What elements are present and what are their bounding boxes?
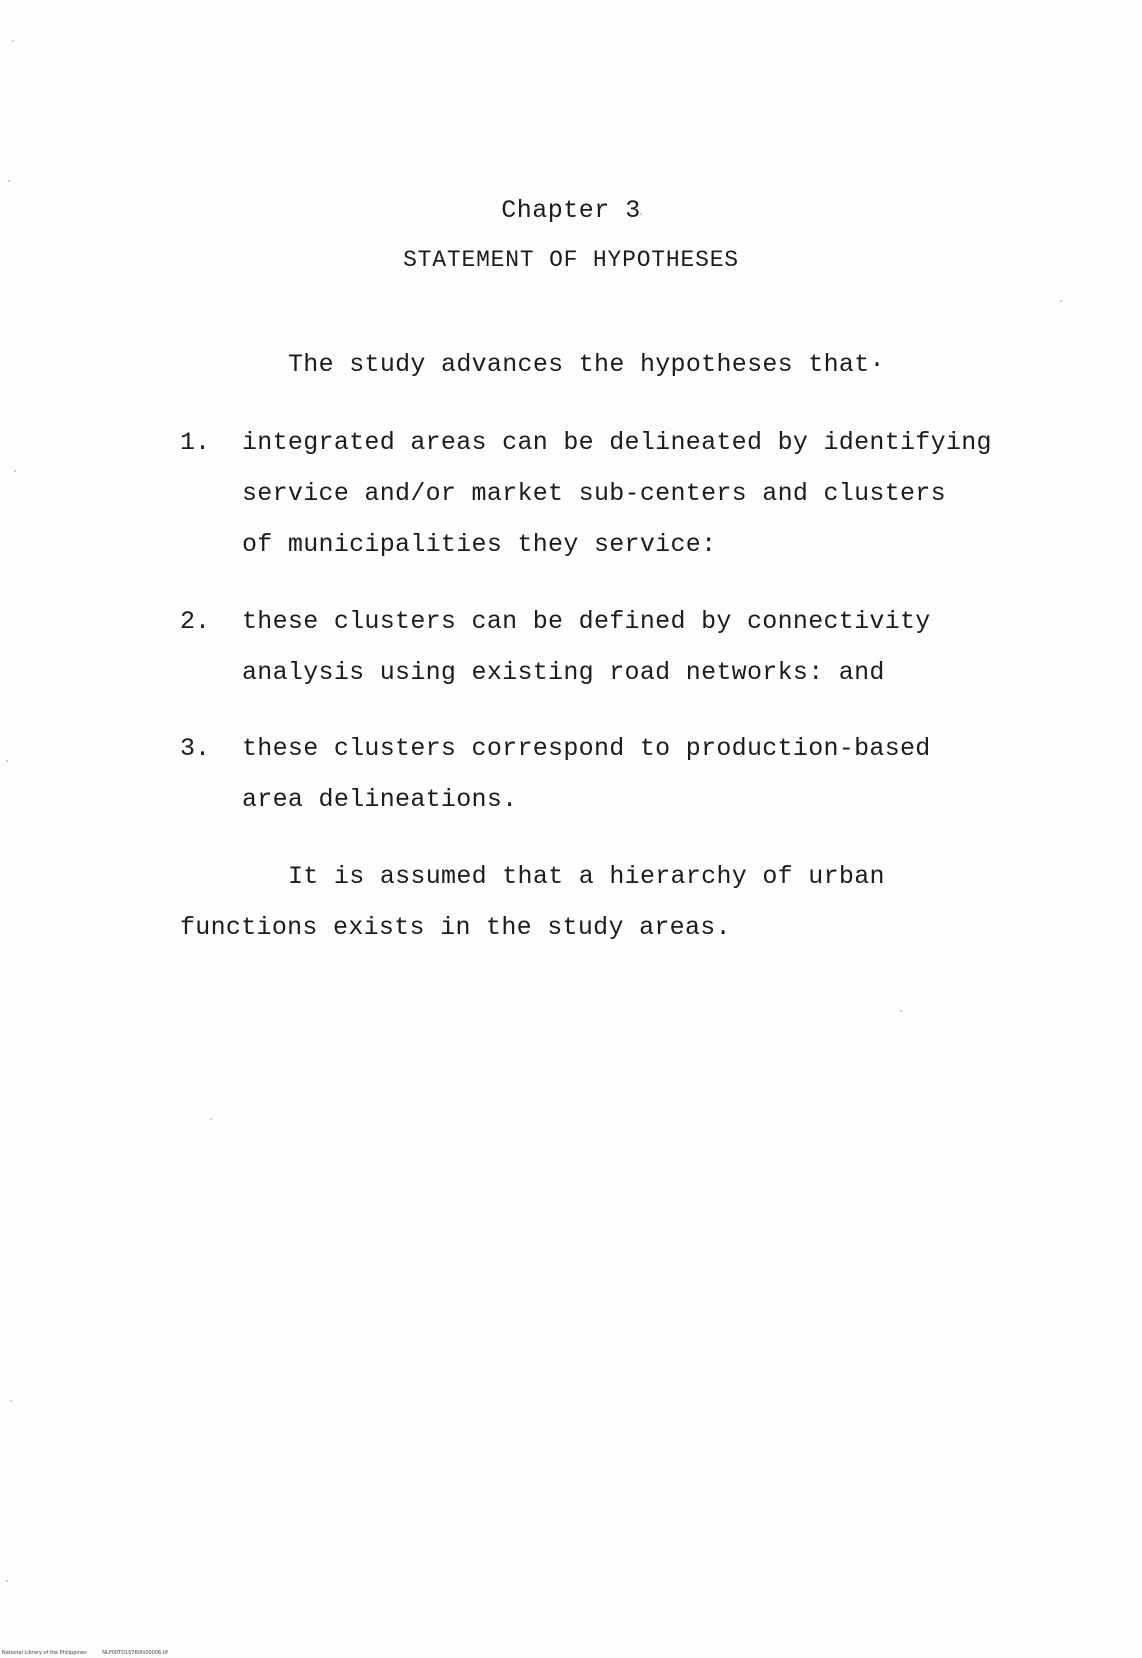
intro-paragraph: The study advances the hypotheses that·: [288, 350, 885, 379]
footer-library: National Library of the Philippines: [2, 1650, 87, 1656]
scan-speck: [210, 1118, 212, 1120]
scan-speck: [900, 1010, 902, 1012]
footer-file-id: NLP00TD10760fs00006.tif: [102, 1650, 168, 1656]
list-item-line: these clusters correspond to production-based: [242, 734, 931, 763]
list-item-number: 3.: [180, 734, 211, 763]
assumption-line: functions exists in the study areas.: [180, 913, 731, 942]
chapter-heading: STATEMENT OF HYPOTHESES: [403, 247, 739, 273]
chapter-number: Chapter 3: [501, 196, 641, 225]
scan-speck: [6, 760, 8, 762]
assumption-line: It is assumed that a hierarchy of urban: [288, 862, 885, 891]
list-item-line: analysis using existing road networks: and: [242, 658, 885, 687]
list-item-number: 2.: [180, 607, 211, 636]
list-item-line: these clusters can be defined by connectivity: [242, 607, 931, 636]
scan-speck: [6, 1580, 8, 1582]
list-item-line: area delineations.: [242, 785, 518, 814]
list-item-line: service and/or market sub-centers and clusters: [242, 479, 946, 508]
scan-speck: [1060, 300, 1062, 302]
scan-speck: [10, 1400, 12, 1402]
list-item-number: 1.: [180, 428, 211, 457]
list-item-line: integrated areas can be delineated by identifying: [242, 428, 992, 457]
scan-footer: [2, 1650, 182, 1656]
list-item-line: of municipalities they service:: [242, 530, 717, 559]
scan-speck: [8, 180, 10, 182]
scan-speck: [12, 40, 14, 42]
scan-speck: [14, 470, 16, 472]
